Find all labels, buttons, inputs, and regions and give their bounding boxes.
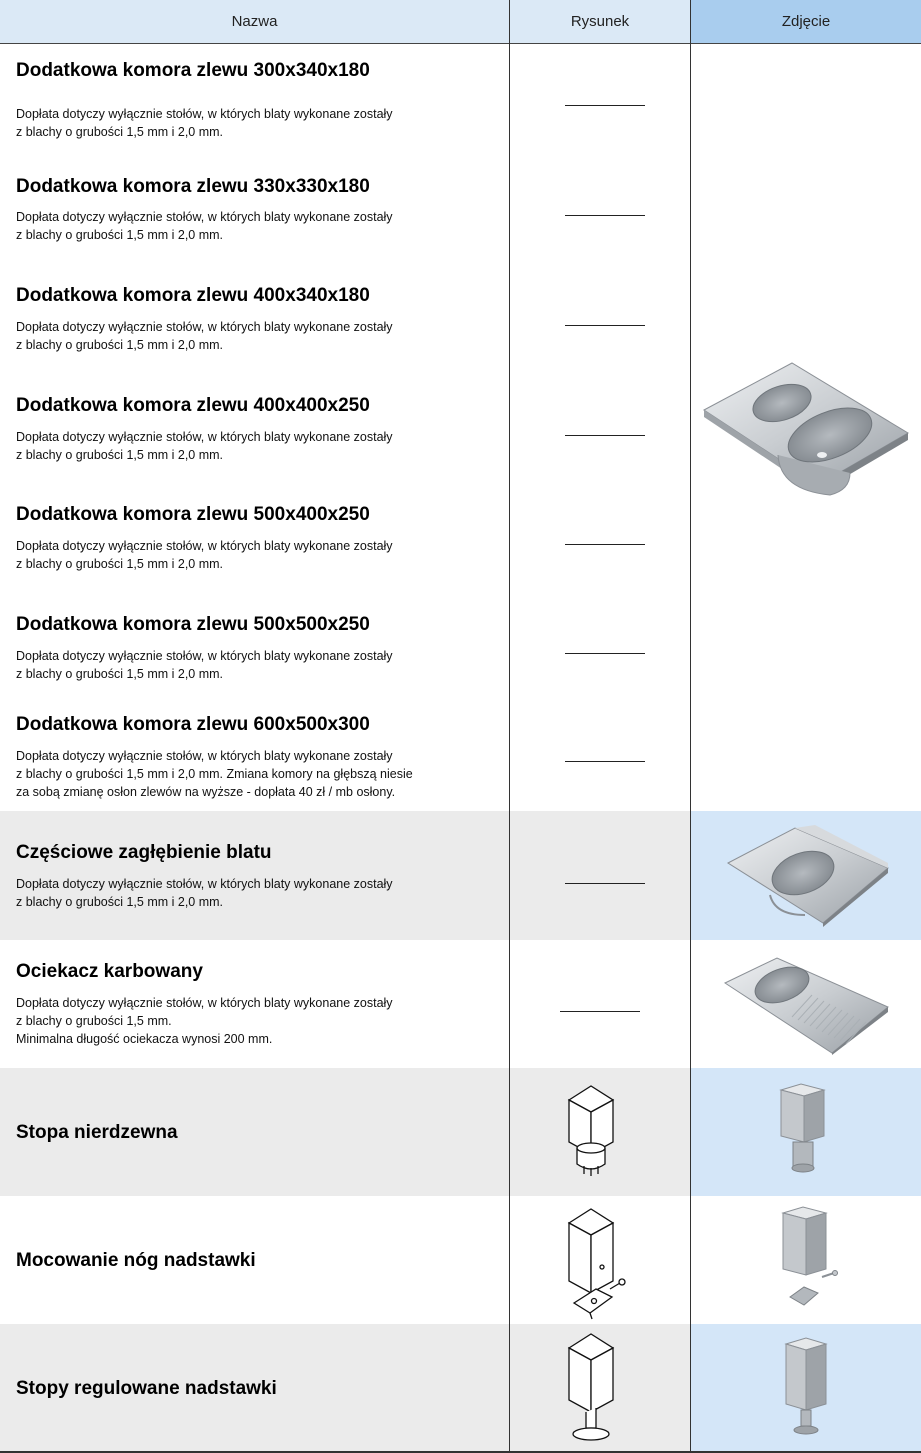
item-title: Dodatkowa komora zlewu 400x400x250 bbox=[16, 395, 370, 416]
item-title: Dodatkowa komora zlewu 500x500x250 bbox=[16, 614, 370, 635]
header-photo: Zdjęcie bbox=[691, 0, 921, 43]
no-drawing-dash bbox=[565, 544, 645, 545]
header-name: Nazwa bbox=[0, 0, 509, 43]
no-drawing-dash bbox=[565, 883, 645, 884]
adjustable-foot-drawing bbox=[560, 1330, 622, 1445]
item-description: Dopłata dotyczy wyłącznie stołów, w których blaty wykonane zostały z blachy o grubości 1,5 mm i 2,0 mm. bbox=[16, 320, 393, 352]
item-description: Dopłata dotyczy wyłącznie stołów, w których blaty wykonane zostały z blachy o grubości 1,5 mm. Minimalna długość ociekacza wynosi 200 mm. bbox=[16, 996, 393, 1046]
item-title: Dodatkowa komora zlewu 500x400x250 bbox=[16, 504, 370, 525]
header-drawing: Rysunek bbox=[510, 0, 690, 43]
leg-mount-drawing bbox=[560, 1205, 632, 1320]
item-description: Dopłata dotyczy wyłącznie stołów, w których blaty wykonane zostały z blachy o grubości 1,5 mm i 2,0 mm. bbox=[16, 430, 393, 462]
column-divider bbox=[509, 0, 510, 1453]
item-title: Dodatkowa komora zlewu 330x330x180 bbox=[16, 176, 370, 197]
no-drawing-dash bbox=[560, 1011, 640, 1012]
sink-recess-photo bbox=[725, 823, 890, 928]
item-title: Częściowe zagłębienie blatu bbox=[16, 842, 272, 863]
item-title: Dodatkowa komora zlewu 300x340x180 bbox=[16, 60, 370, 81]
stainless-foot-drawing bbox=[560, 1082, 622, 1182]
item-description: Dopłata dotyczy wyłącznie stołów, w których blaty wykonane zostały z blachy o grubości 1,5 mm i 2,0 mm. Zmiana komory na głębszą niesie za sobą zmianę osłon zlewów na wyższe - dopłata 40 zł / mb osłony. bbox=[16, 749, 413, 799]
item-title: Stopa nierdzewna bbox=[16, 1122, 178, 1143]
no-drawing-dash bbox=[565, 435, 645, 436]
no-drawing-dash bbox=[565, 761, 645, 762]
column-divider bbox=[690, 0, 691, 1453]
item-description: Dopłata dotyczy wyłącznie stołów, w których blaty wykonane zostały z blachy o grubości 1,5 mm i 2,0 mm. bbox=[16, 877, 393, 909]
item-description: Dopłata dotyczy wyłącznie stołów, w których blaty wykonane zostały z blachy o grubości 1,5 mm i 2,0 mm. bbox=[16, 107, 393, 139]
adjustable-foot-photo bbox=[781, 1336, 831, 1446]
table-header bbox=[0, 0, 921, 44]
item-title: Dodatkowa komora zlewu 600x500x300 bbox=[16, 714, 370, 735]
ribbed-drainer-photo bbox=[722, 955, 890, 1055]
no-drawing-dash bbox=[565, 105, 645, 106]
no-drawing-dash bbox=[565, 325, 645, 326]
no-drawing-dash bbox=[565, 653, 645, 654]
item-title: Dodatkowa komora zlewu 400x340x180 bbox=[16, 285, 370, 306]
item-title: Stopy regulowane nadstawki bbox=[16, 1378, 277, 1399]
item-description: Dopłata dotyczy wyłącznie stołów, w których blaty wykonane zostały z blachy o grubości 1,5 mm i 2,0 mm. bbox=[16, 210, 393, 242]
item-title: Ociekacz karbowany bbox=[16, 961, 203, 982]
leg-mount-photo bbox=[778, 1205, 840, 1310]
item-description: Dopłata dotyczy wyłącznie stołów, w których blaty wykonane zostały z blachy o grubości 1,5 mm i 2,0 mm. bbox=[16, 649, 393, 681]
double-sink-photo bbox=[700, 355, 912, 500]
stainless-foot-photo bbox=[776, 1082, 831, 1177]
no-drawing-dash bbox=[565, 215, 645, 216]
item-title: Mocowanie nóg nadstawki bbox=[16, 1250, 256, 1271]
item-description: Dopłata dotyczy wyłącznie stołów, w których blaty wykonane zostały z blachy o grubości 1,5 mm i 2,0 mm. bbox=[16, 539, 393, 571]
